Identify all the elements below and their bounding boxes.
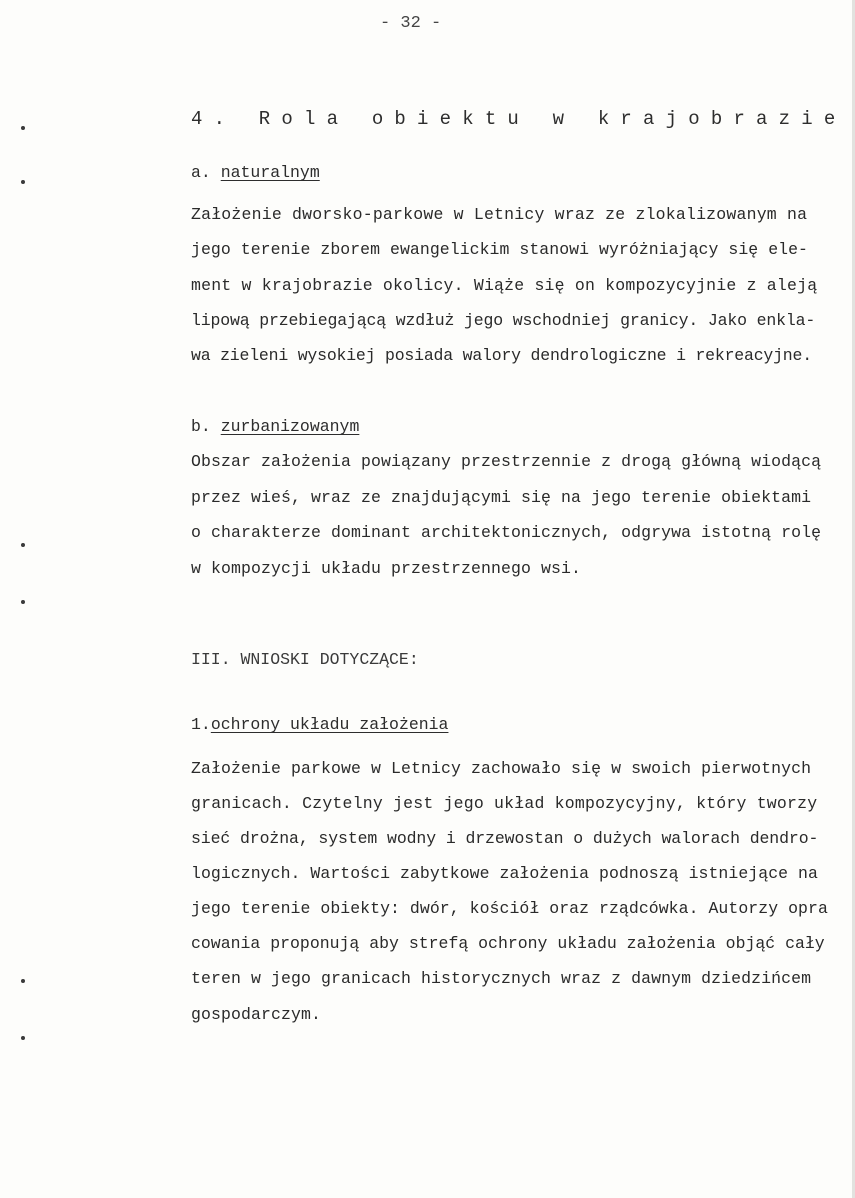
paragraph-1-line-1: Założenie parkowe w Letnicy zachowało się w swoich pierwotnych [191,759,812,778]
subsection-a-title: naturalnym [220,163,320,182]
paragraph-a-line-1: Założenie dworsko-parkowe w Letnicy wraz ze zlokalizowanym na [191,205,808,224]
paragraph-a-line-2: jego terenie zborem ewangelickim stanowi wyróżniający się ele- [191,240,808,259]
paragraph-1-line-4: logicznych. Wartości zabytkowe założenia podnoszą istniejące na [191,864,818,883]
paragraph-1-line-5: jego terenie obiekty: dwór, kościół oraz rządcówka. Autorzy opra [191,899,828,918]
subsection-b-heading [191,417,359,436]
paragraph-1-line-6: cowania proponują aby strefą ochrony układu założenia objąć cały [191,934,825,953]
subsection-a-marker: a. [191,163,211,182]
subsection-b-title: zurbanizowanym [220,417,360,436]
margin-mark [21,180,25,184]
section-heading: 4. Rola obiektu w krajobrazie [191,108,847,130]
subsection-b-marker: b. [191,417,211,436]
paragraph-a-line-4: lipową przebiegającą wzdłuż jego wschodniej granicy. Jako enkla- [191,311,816,330]
subsection-a-heading [191,163,320,182]
paragraph-1-line-8: gospodarczym. [191,1005,322,1024]
paragraph-a-line-3: ment w krajobrazie okolicy. Wiąże się on kompozycyjnie z aleją [191,276,818,295]
paragraph-1-line-2: granicach. Czytelny jest jego układ kompozycyjny, który tworzy [191,794,818,813]
paragraph-1-line-3: sieć drożna, system wodny i drzewostan o dużych walorach dendro- [191,829,819,848]
margin-mark [21,543,25,547]
paragraph-a-line-5: wa zieleni wysokiej posiada walory dendrologiczne i rekreacyjne. [191,346,812,365]
paragraph-b-line-4: w kompozycji układu przestrzennego wsi. [191,559,582,578]
subsection-1-heading [191,715,448,734]
margin-mark [21,126,25,130]
paragraph-b-line-2: przez wieś, wraz ze znajdującymi się na jego terenie obiektami [191,488,812,507]
subsection-1-marker: 1. [191,715,211,734]
subsection-1-title: ochrony układu założenia [210,715,449,734]
margin-mark [21,1036,25,1040]
margin-mark [21,979,25,983]
paragraph-b-line-1: Obszar założenia powiązany przestrzennie z drogą główną wiodącą [191,452,822,471]
margin-mark [21,600,25,604]
page-number: - 32 - [380,14,442,33]
paragraph-1-line-7: teren w jego granicach historycznych wraz z dawnym dziedzińcem [191,969,812,988]
conclusions-heading: III. WNIOSKI DOTYCZĄCE: [191,650,419,669]
paragraph-b-line-3: o charakterze dominant architektonicznych, odgrywa istotną rolę [191,523,822,542]
